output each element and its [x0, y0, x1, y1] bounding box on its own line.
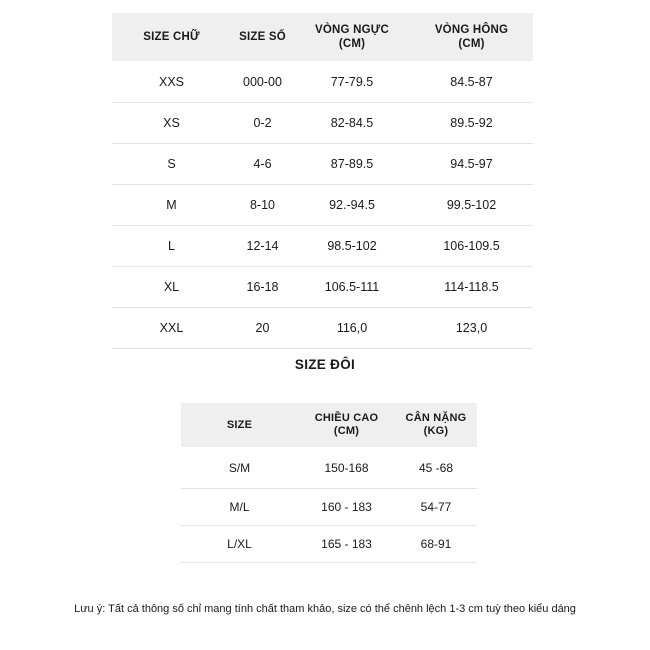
cell-size: L/XL: [181, 526, 298, 563]
cell-size-letter: M: [112, 185, 231, 226]
cell-size-letter: XXS: [112, 61, 231, 103]
cell-weight: 45 -68: [395, 447, 477, 489]
cell-chest: 116,0: [294, 308, 410, 349]
table-row: [112, 103, 533, 144]
disclaimer-note: Lưu ý: Tất cả thông số chỉ mang tính chất tham khảo, size có thể chênh lệch 1-3 cm tuỳ theo kiểu dáng: [74, 603, 576, 615]
couple-size-table: [181, 403, 477, 563]
cell-hip: 94.5-97: [410, 144, 533, 185]
header-size-letter: SIZE CHỮ: [112, 13, 231, 61]
cell-hip: 89.5-92: [410, 103, 533, 144]
header-chest: VÒNG NGỰC (CM): [294, 13, 410, 61]
size-chart-table: [112, 13, 533, 349]
cell-size: S/M: [181, 447, 298, 489]
cell-height: 165 - 183: [298, 526, 395, 563]
cell-chest: 98.5-102: [294, 226, 410, 267]
table-row: [112, 226, 533, 267]
section-title-couple-size: SIZE ĐÔI: [294, 357, 356, 372]
cell-size-number: 20: [231, 308, 294, 349]
header-size: SIZE: [181, 403, 298, 447]
cell-chest: 77-79.5: [294, 61, 410, 103]
header-weight: CÂN NẶNG (KG): [395, 403, 477, 447]
cell-height: 150-168: [298, 447, 395, 489]
cell-size-letter: XS: [112, 103, 231, 144]
table-row: [181, 526, 477, 563]
table-row: [112, 185, 533, 226]
table-row: [112, 308, 533, 349]
table-row: [181, 489, 477, 526]
cell-hip: 123,0: [410, 308, 533, 349]
cell-hip: 114-118.5: [410, 267, 533, 308]
cell-size-letter: S: [112, 144, 231, 185]
table-row: [112, 144, 533, 185]
header-hip: VÒNG HÔNG (CM): [410, 13, 533, 61]
size-chart-header-row: [112, 13, 533, 61]
cell-hip: 84.5-87: [410, 61, 533, 103]
cell-hip: 106-109.5: [410, 226, 533, 267]
cell-size-number: 8-10: [231, 185, 294, 226]
cell-size-letter: XL: [112, 267, 231, 308]
cell-size-letter: XXL: [112, 308, 231, 349]
header-height: CHIỀU CAO (CM): [298, 403, 395, 447]
cell-chest: 106.5-111: [294, 267, 410, 308]
table-row: [181, 447, 477, 489]
cell-hip: 99.5-102: [410, 185, 533, 226]
couple-header-row: [181, 403, 477, 447]
cell-height: 160 - 183: [298, 489, 395, 526]
cell-size-number: 0-2: [231, 103, 294, 144]
cell-weight: 54-77: [395, 489, 477, 526]
cell-size-number: 4-6: [231, 144, 294, 185]
cell-size: M/L: [181, 489, 298, 526]
cell-size-number: 12-14: [231, 226, 294, 267]
header-size-number: SIZE SỐ: [231, 13, 294, 61]
table-row: [112, 61, 533, 103]
cell-size-letter: L: [112, 226, 231, 267]
table-row: [112, 267, 533, 308]
cell-chest: 92.-94.5: [294, 185, 410, 226]
cell-size-number: 16-18: [231, 267, 294, 308]
cell-size-number: 000-00: [231, 61, 294, 103]
cell-chest: 87-89.5: [294, 144, 410, 185]
cell-chest: 82-84.5: [294, 103, 410, 144]
cell-weight: 68-91: [395, 526, 477, 563]
